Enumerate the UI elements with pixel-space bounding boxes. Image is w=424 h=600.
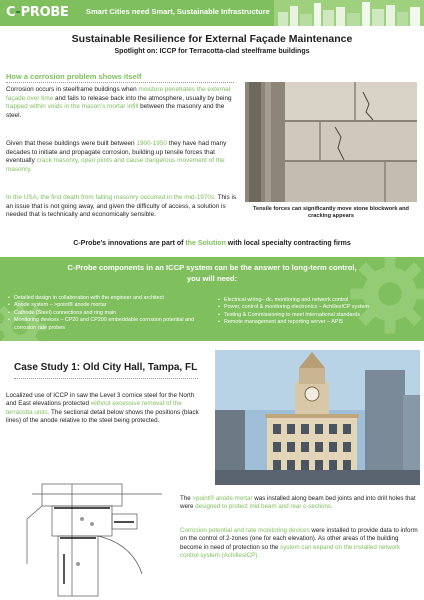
body-text: This is an issue that is not going away, and given the difficulty of access, a solution is needed that is technically and economically sensible.: [6, 194, 237, 219]
body-text: were installed to provide data to inform on the control of 2-zones (one for each elevation). As other areas of the building become in need of protection so the: [180, 527, 418, 551]
highlighted-text: Corrosion potential and rate monitoring devices: [180, 527, 310, 534]
corrosion-paragraph-1: [6, 86, 238, 120]
header-bar: [0, 0, 424, 26]
case-study-divider: [14, 378, 198, 379]
body-text: C-Probe's innovations are part of: [73, 240, 186, 247]
list-item: • Cathode (Steel) connections and ring main: [8, 310, 208, 317]
corrosion-paragraph-3: [6, 194, 238, 220]
c-probe-logo: C-PROBE: [6, 5, 69, 20]
sectional-detail-drawing: [12, 474, 174, 600]
components-list-left: [8, 295, 208, 332]
body-text: The sectional detail below shows the positions (black lines) of the anode relative to the steel being protected.: [6, 408, 199, 425]
body-text: Localized use of ICCP in saw the Level 3 cornice steel for the North and East elevations protected: [6, 392, 195, 408]
list-item: • Electrical wiring– dc, monitoring and network control: [218, 297, 418, 304]
body-text: and fails to release back into the atmosphere, usually by being: [53, 94, 232, 102]
case-study-paragraph-3: [180, 527, 418, 560]
body-text: they have had many decades to initiate and propagate corrosion, building up tensile forces that eventually: [6, 140, 227, 165]
highlighted-text: designed to protect mid beam and rear c-sections.: [195, 503, 333, 511]
highlighted-text: the Solution: [185, 240, 226, 247]
body-text: The: [180, 495, 193, 502]
components-title: C-Probe components in an ICCP system can be the answer to long-term control, you will need:: [67, 263, 357, 283]
highlighted-text: system can expand on the installed network control system (AchillesICP).: [180, 543, 401, 559]
highlighted-text: 1900-1950: [136, 140, 167, 147]
list-item: • Detailed design in collaboration with the engineer and architect: [8, 295, 208, 302]
list-item: • Testing & Commissioning to meet international standards: [218, 312, 418, 319]
highlighted-text: trapped within voids in the mason's mortar infill: [6, 103, 139, 111]
body-text: Corrosion occurs in steelframe buildings when: [6, 86, 139, 93]
body-text: with local specialty contracting firms: [225, 240, 351, 247]
list-item: • Anode system – >point® anode mortar: [8, 302, 208, 309]
list-item: • Remote management and reporting server – API5: [218, 319, 418, 326]
body-text: between the masonry and the steel.: [6, 103, 225, 119]
highlighted-text: crack masonry, open joints and cause dangerous movement of the masonry.: [6, 157, 225, 173]
page-title: Sustainable Resilience for External Façade Maintenance: [71, 33, 353, 45]
highlighted-text: moisture penetrates the external façade over time: [6, 86, 231, 102]
cracked-masonry-photo: [245, 82, 417, 202]
page-subtitle: Spotlight on: ICCP for Terracotta-clad steelframe buildings: [114, 48, 310, 55]
case-study-paragraph-1: [6, 392, 206, 426]
components-list-right: [218, 297, 418, 327]
city-skyline-icon: [274, 0, 424, 26]
old-city-hall-photo: [215, 350, 420, 485]
list-item: • Monitoring devices – CP20 and CP200 embeddable corrosion potential and corrosion rate probes: [8, 317, 208, 332]
section-divider: [6, 82, 234, 83]
body-text: was installed along beam bed joints and into drill holes that were: [180, 495, 416, 511]
highlighted-text: In the USA, the first death from falling masonry occurred in the mid-1970s.: [6, 194, 216, 201]
list-item: • Power, control & monitoring electronics – AchillesICP system: [218, 304, 418, 311]
header-tagline: Smart Cities need Smart, Sustainable Infrastructure: [86, 7, 270, 16]
body-text: Given that these buildings were built between: [6, 140, 137, 147]
innovations-statement: [0, 240, 424, 247]
section-heading-corrosion: How a corrosion problem shows itself: [6, 72, 142, 81]
highlighted-text: without excessive removal of the terracotta units.: [6, 400, 182, 416]
corrosion-paragraph-2: [6, 140, 238, 174]
case-study-paragraph-2: [180, 495, 418, 512]
highlighted-text: >point® anode mortar: [192, 495, 253, 502]
case-study-title: Case Study 1: Old City Hall, Tampa, FL: [14, 362, 198, 373]
components-panel: [0, 257, 424, 341]
photo-caption: Tensile forces can significantly move stone blockwork and cracking appears: [253, 206, 409, 220]
